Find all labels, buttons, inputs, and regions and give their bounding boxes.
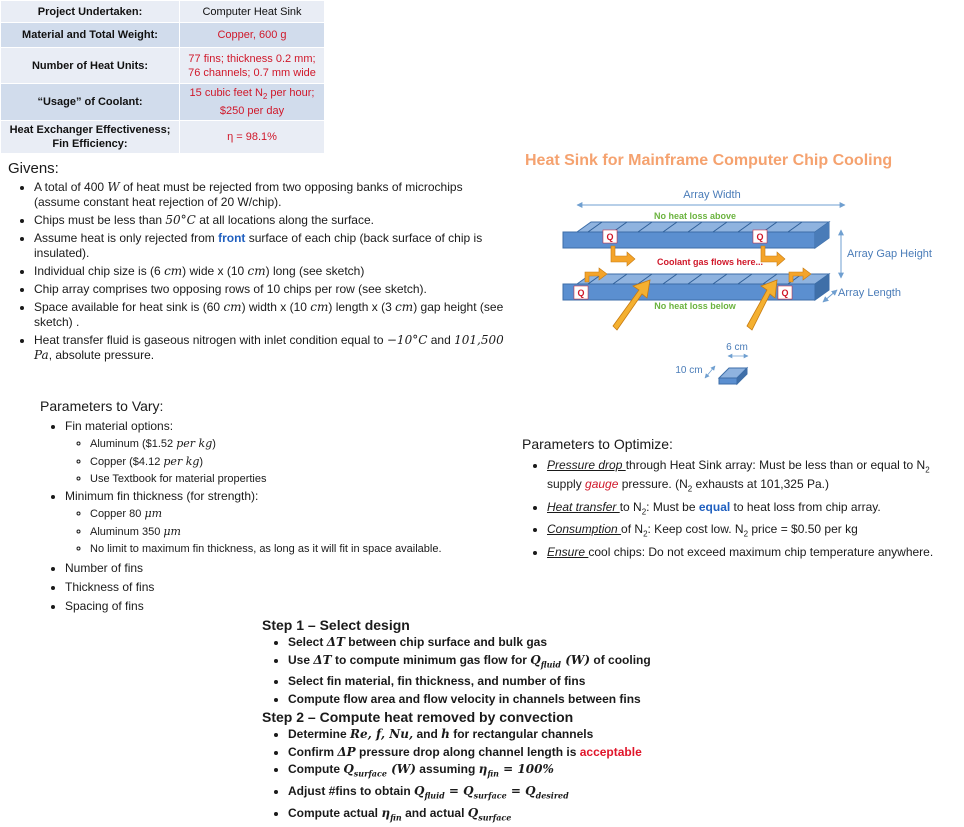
step-1-heading: Step 1 – Select design: [262, 617, 410, 633]
summary-table: [0, 0, 325, 154]
text: Compute actual: [288, 806, 382, 821]
text: and: [413, 727, 442, 742]
text: ) wide x (10: [182, 264, 248, 278]
step-1-list: [262, 634, 682, 708]
emph: Heat transfer: [547, 499, 620, 514]
math: h: [441, 727, 450, 742]
list-item: [90, 435, 535, 453]
sub-list: [65, 435, 535, 488]
text: Copper ($4.12: [90, 456, 164, 468]
math: cm: [310, 300, 329, 314]
list-item: [34, 333, 504, 363]
sub: fluid: [424, 790, 445, 801]
text: Determine: [288, 727, 351, 742]
q-label: Q: [577, 288, 585, 298]
sub: 2: [643, 529, 648, 539]
sub: fin: [487, 768, 499, 779]
text: ) long (see sketch): [265, 264, 365, 278]
text: Individual chip size is (6: [34, 264, 165, 278]
math: W: [107, 180, 120, 194]
math: μm: [163, 525, 181, 538]
coolant-usage-label: “Usage” of Coolant:: [1, 84, 180, 121]
list-item: • Chip array comprises two opposing rows of 10 chips per row (see sketch).: [34, 282, 504, 297]
list-item: [65, 488, 535, 558]
text: , absolute pressure.: [48, 348, 155, 362]
text: surface of each chip (back surface of chip is insulated).: [34, 231, 483, 260]
math: Re, f, Nu,: [350, 727, 414, 742]
highlight: front: [218, 231, 246, 245]
sub: desired: [535, 790, 569, 801]
math: per kg: [163, 455, 200, 468]
text: between chip surface and bulk gas: [344, 635, 548, 649]
text: of N: [621, 522, 644, 537]
text: exhausts at 101,325 Pa.): [692, 477, 829, 492]
design-steps: [262, 616, 682, 827]
vary-list: [48, 418, 535, 615]
text: Space available for heat sink is (60: [34, 300, 224, 314]
list-item: [547, 458, 957, 497]
list-item: ◦ Use Textbook for material properties: [90, 471, 535, 488]
gauge-word: gauge: [585, 477, 619, 492]
heat-units-line-1: 77 fins; thickness 0.2 mm;: [188, 52, 316, 65]
heat-units-value: [180, 48, 325, 84]
text: Compute: [288, 762, 344, 777]
text: A total of 400: [34, 180, 108, 194]
sub: 2: [687, 484, 693, 494]
text: assuming: [415, 762, 479, 777]
math: = 100%: [499, 762, 554, 777]
text: through Heat Sink array: Must be less than or equal to N: [625, 458, 926, 472]
list-item: [34, 264, 504, 279]
text: at all locations along the surface.: [195, 213, 374, 227]
step-2-list: [262, 726, 682, 827]
list-item: [34, 231, 504, 261]
math: per kg: [176, 437, 213, 450]
text: ) width x (10: [241, 300, 311, 314]
list-item: • Number of fins: [65, 560, 535, 577]
coolant-usage-line-1: [184, 86, 320, 104]
math: cm: [247, 264, 266, 278]
single-chip-sketch: [719, 364, 749, 384]
q-label: Q: [606, 232, 614, 242]
list-item: [90, 505, 535, 523]
usage-text: 15 cubic feet N: [189, 87, 263, 99]
list-item: [547, 522, 957, 541]
math: 50°C: [165, 213, 196, 227]
heat-sink-diagram: [515, 150, 955, 390]
list-item: • Spacing of fins: [65, 598, 535, 615]
sub-list: [65, 505, 535, 558]
sub: surface: [473, 790, 507, 801]
text: and: [427, 333, 455, 347]
text: pressure. (N: [618, 477, 688, 492]
text: Heat transfer fluid is gaseous nitrogen with inlet condition equal to: [34, 333, 387, 347]
list-item: [90, 453, 535, 471]
list-item: [547, 545, 957, 560]
math: Q: [343, 762, 354, 777]
math: cm: [164, 264, 183, 278]
math: (W): [386, 762, 416, 777]
text: for rectangular channels: [449, 727, 594, 742]
text: supply: [547, 477, 586, 492]
list-item: [65, 418, 535, 488]
math: 101,500 Pa: [34, 333, 504, 362]
q-label: Q: [756, 232, 764, 242]
text: ) length x (3: [328, 300, 396, 314]
math: −10°C: [386, 333, 428, 347]
list-item: [34, 300, 504, 330]
list-item: [288, 783, 682, 805]
text: Chips must be less than: [34, 213, 166, 227]
math: Q: [467, 806, 479, 821]
array-length-label: Array Length: [838, 287, 901, 299]
material-label: Material and Total Weight:: [1, 23, 180, 48]
text: Fin material options:: [65, 419, 174, 433]
effectiveness-label-2: Fin Efficiency:: [52, 138, 128, 151]
list-item: • Select fin material, fin thickness, and number of fins: [288, 673, 682, 691]
text: of cooling: [590, 652, 651, 667]
list-item: [34, 180, 504, 210]
math: η: [381, 806, 391, 821]
list-item: • Compute flow area and flow velocity in channels between fins: [288, 691, 682, 709]
text: of heat must be rejected from two opposing banks of microchips (assume constant heat rejection of 20 W/chip).: [34, 180, 463, 209]
math: ΔP: [337, 744, 356, 759]
text: ) gap height (see sketch) .: [34, 300, 504, 329]
sub: 2: [743, 529, 749, 539]
list-item: [288, 744, 682, 762]
list-item: [547, 500, 957, 519]
math: = Q: [506, 784, 536, 799]
math: = Q: [444, 784, 474, 799]
chip-width-label: 6 cm: [726, 342, 748, 353]
heat-units-line-2: 76 channels; 0.7 mm wide: [188, 66, 316, 79]
text: and actual: [401, 806, 468, 821]
chip-length-arrow: [705, 366, 715, 378]
text: Use: [288, 652, 314, 667]
math: Q: [414, 784, 425, 799]
coolant-usage-value: [180, 84, 325, 121]
text: ): [212, 438, 216, 450]
acceptable-word: acceptable: [579, 744, 642, 759]
effectiveness-label: [1, 121, 180, 154]
emph: Ensure: [547, 544, 589, 559]
text: Copper 80: [90, 508, 145, 520]
sub: 2: [641, 507, 647, 517]
text: ): [199, 456, 204, 468]
coolant-label: Coolant gas flows here...: [656, 257, 764, 267]
list-item: [288, 726, 682, 744]
vary-title: Parameters to Vary:: [40, 398, 164, 414]
project-label: Project Undertaken:: [1, 1, 180, 23]
math: Q: [530, 652, 541, 667]
text: : Keep cost low. N: [647, 522, 744, 537]
math: η: [478, 762, 488, 777]
text: : Must be: [646, 499, 699, 514]
emph: Consumption: [547, 522, 622, 537]
math: cm: [223, 300, 242, 314]
math: μm: [144, 507, 163, 520]
text: Select: [288, 635, 327, 649]
list-item: [288, 634, 682, 652]
givens-list: [18, 180, 504, 366]
sub: 2: [925, 465, 930, 475]
gap-height-label: Array Gap Height: [847, 248, 932, 260]
diagram-title: Heat Sink for Mainframe Computer Chip Cooling: [525, 152, 893, 169]
text: Assume heat is only rejected from: [34, 231, 219, 245]
text: Aluminum ($1.52: [90, 438, 177, 450]
text: Aluminum 350: [90, 526, 164, 538]
array-width-label: Array Width: [683, 189, 741, 201]
heat-sink-sketch: [515, 150, 955, 390]
sub: fin: [390, 812, 402, 823]
list-item: • Thickness of fins: [65, 579, 535, 596]
math: ΔT: [326, 635, 345, 649]
heat-units-label: Number of Heat Units:: [1, 48, 180, 84]
usage-text-2: per hour;: [267, 87, 315, 99]
text: to compute minimum gas flow for: [331, 652, 531, 667]
effectiveness-value: η = 98.1%: [180, 121, 325, 154]
math: cm: [395, 300, 414, 314]
list-item: ◦ No limit to maximum fin thickness, as long as it will fit in space available.: [90, 541, 535, 558]
math: (W): [561, 652, 591, 667]
text: Confirm: [288, 744, 338, 759]
material-value: Copper, 600 g: [180, 23, 325, 48]
usage-sub: 2: [262, 92, 268, 102]
givens-title: Givens:: [8, 160, 59, 177]
effectiveness-label-1: Heat Exchanger Effectiveness;: [9, 124, 171, 137]
list-item: [90, 523, 535, 541]
optimize-title: Parameters to Optimize:: [522, 436, 673, 452]
no-heat-loss-above-label: No heat loss above: [653, 211, 737, 221]
list-item: [288, 761, 682, 783]
chip-length-label: 10 cm: [675, 365, 703, 376]
emph: Pressure drop: [547, 458, 626, 472]
text: Adjust #fins to obtain: [288, 784, 414, 799]
sub: surface: [353, 768, 387, 779]
project-value: Computer Heat Sink: [180, 1, 325, 23]
text: Minimum fin thickness (for strength):: [65, 489, 259, 503]
text: cool chips: Do not exceed maximum chip temperature anywhere.: [588, 544, 934, 559]
highlight: equal: [698, 499, 731, 514]
no-heat-loss-below-label: No heat loss below: [654, 301, 736, 311]
text: to heat loss from chip array.: [730, 499, 881, 514]
list-item: [34, 213, 504, 228]
step-2-heading: Step 2 – Compute heat removed by convection: [262, 709, 574, 726]
q-label: Q: [781, 288, 789, 298]
text: pressure drop along channel length is: [355, 744, 580, 759]
sub: fluid: [540, 658, 562, 669]
math: ΔT: [313, 652, 332, 667]
list-item: [288, 652, 682, 674]
text: price = $0.50 per kg: [748, 522, 858, 537]
sub: surface: [478, 812, 512, 823]
coolant-usage-line-2: $250 per day: [219, 105, 285, 118]
optimize-list: [532, 458, 957, 563]
text: to N: [619, 499, 642, 514]
list-item: [288, 805, 682, 827]
